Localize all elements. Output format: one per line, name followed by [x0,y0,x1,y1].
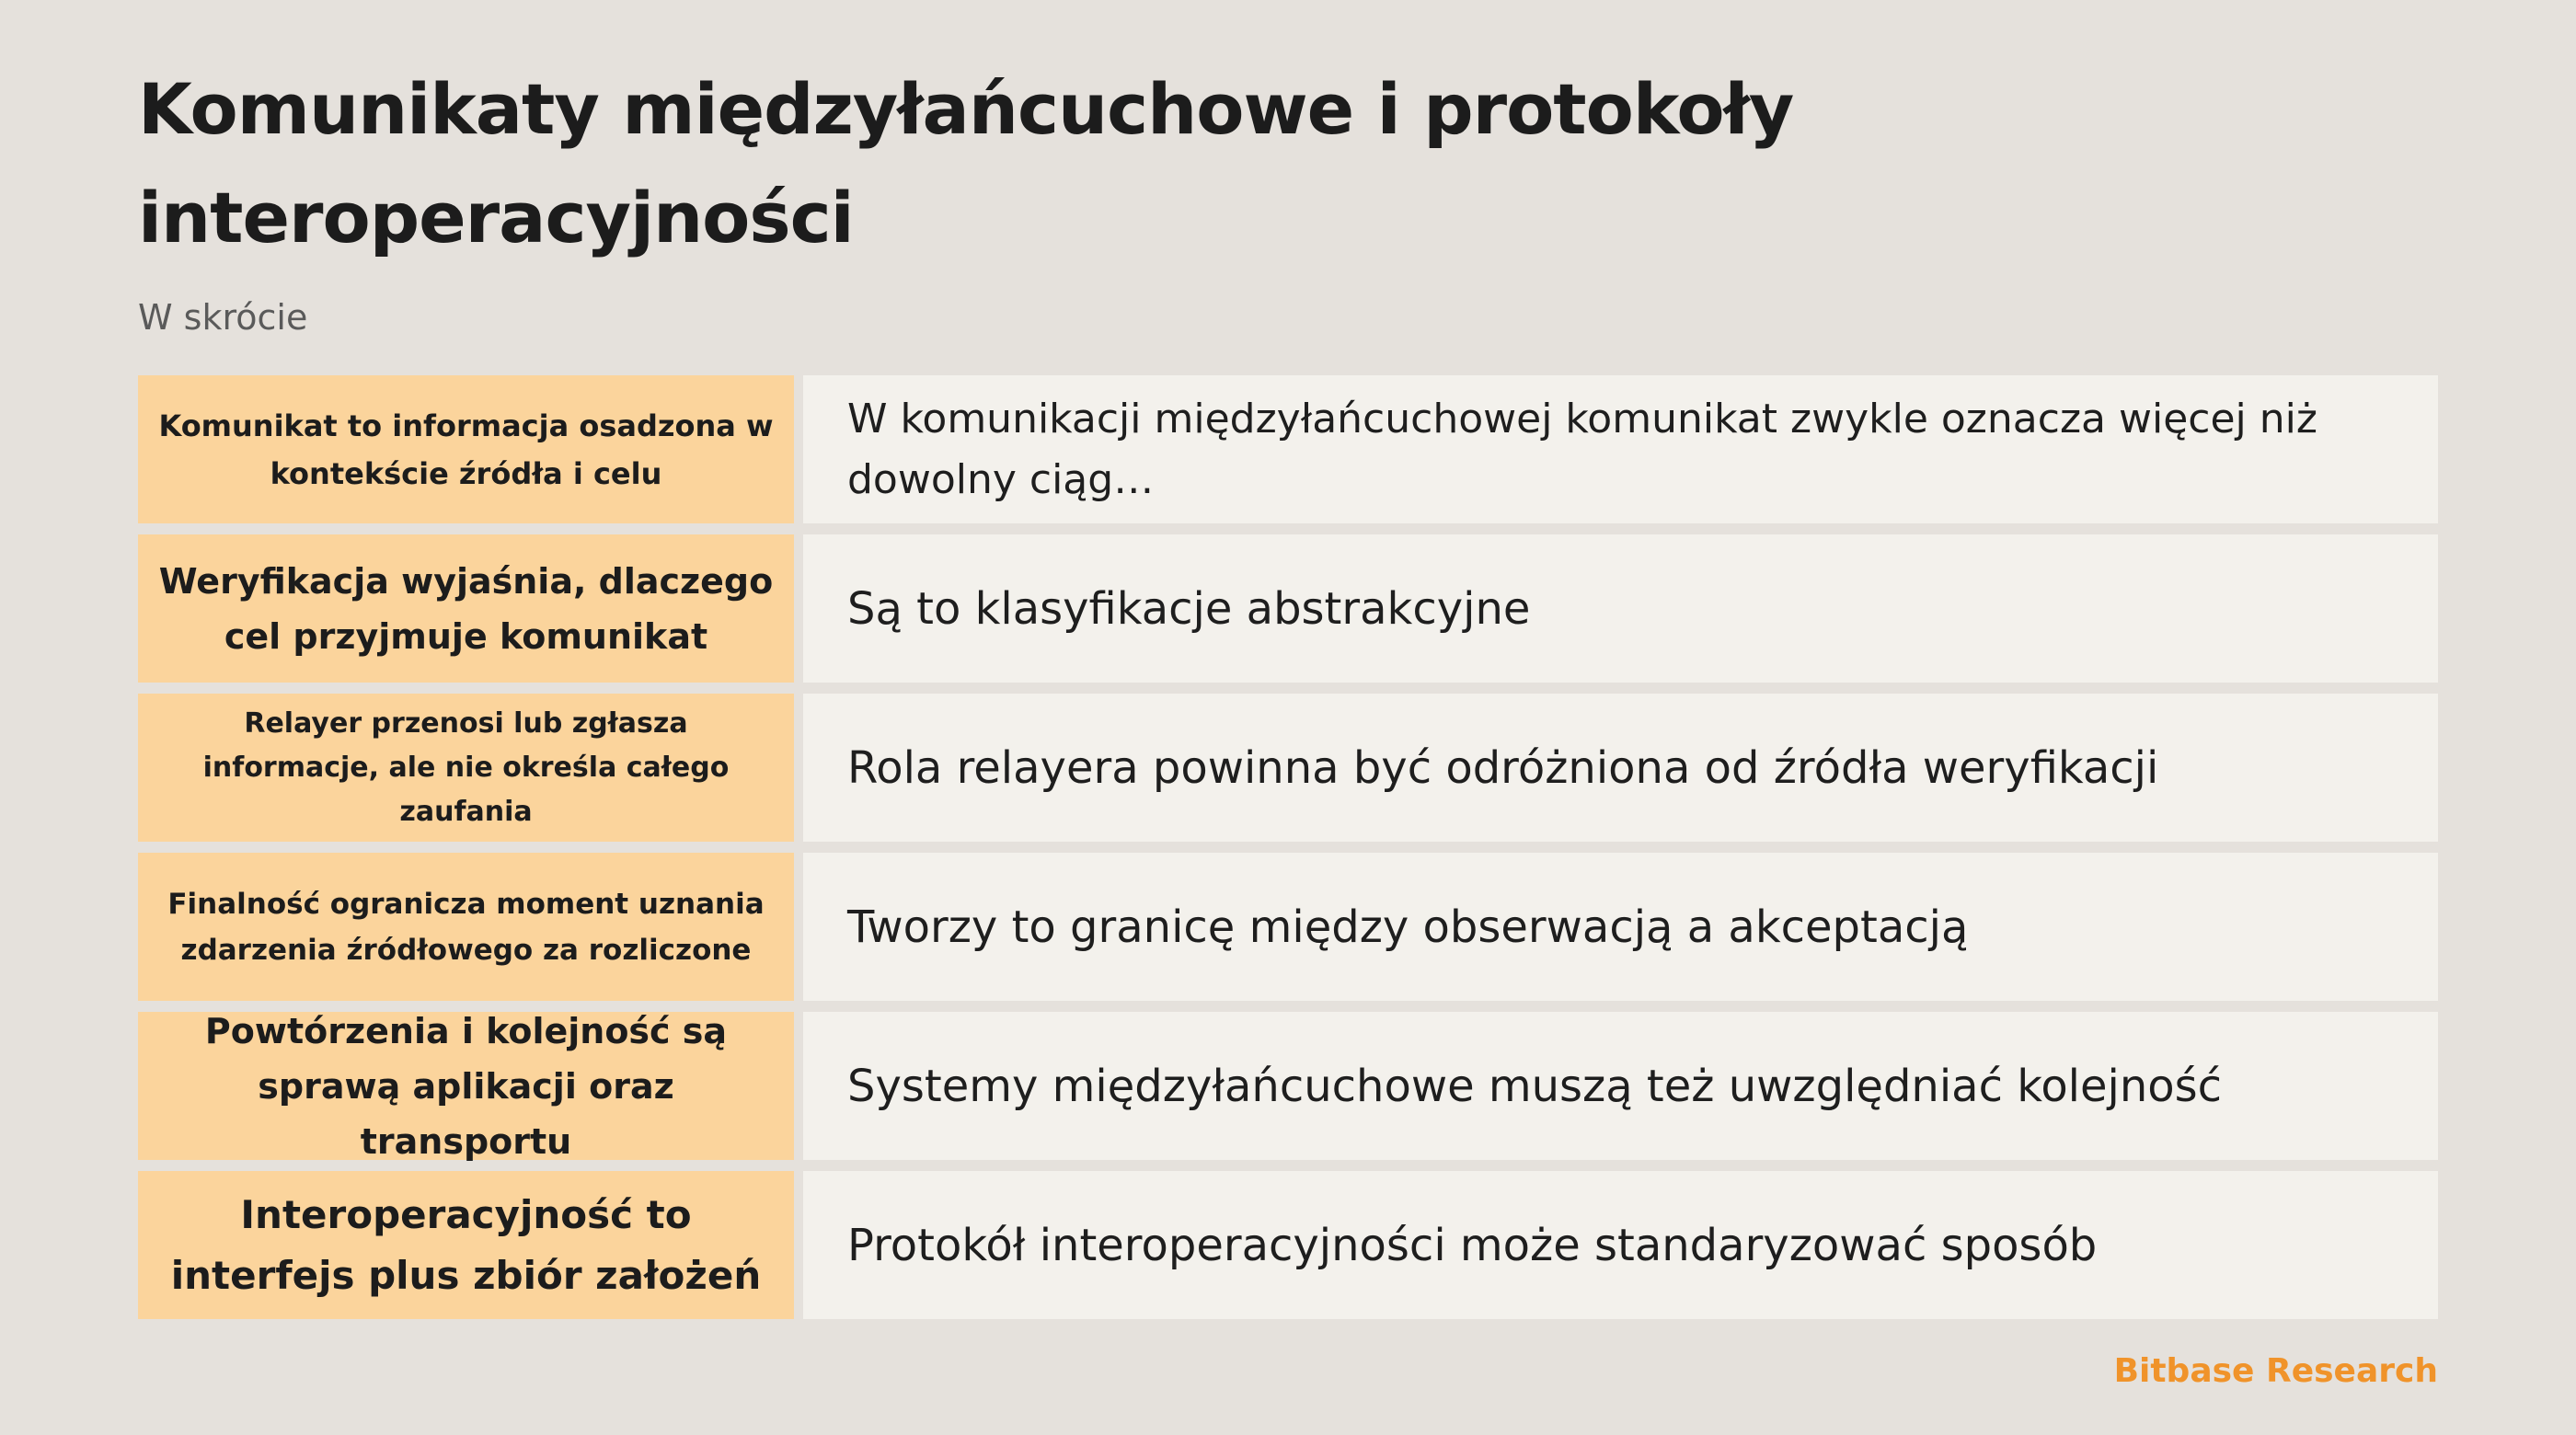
row-topic: Powtórzenia i kolejność są sprawą aplikacji oraz transportu [138,1012,794,1160]
row-description: Systemy międzyłańcuchowe muszą też uwzględniać kolejność [803,1012,2438,1160]
row-description: Protokół interoperacyjności może standaryzować sposób [803,1171,2438,1319]
row-topic: Komunikat to informacja osadzona w kontekście źródła i celu [138,375,794,523]
page-subtitle: W skrócie [138,297,308,338]
table-row [138,1171,2438,1319]
row-topic: Interoperacyjność to interfejs plus zbiór założeń [138,1171,794,1319]
summary-table [138,375,2438,1319]
header [138,55,2438,340]
table-row [138,694,2438,842]
row-topic: Finalność ogranicza moment uznania zdarzenia źródłowego za rozliczone [138,853,794,1001]
row-description: Tworzy to granicę między obserwacją a akceptacją [803,853,2438,1001]
row-topic: Weryfikacja wyjaśnia, dlaczego cel przyjmuje komunikat [138,534,794,683]
table-row [138,375,2438,523]
table-row [138,534,2438,683]
table-row [138,1012,2438,1160]
page-title: Komunikaty międzyłańcuchowe i protokoły interoperacyjności [138,68,1794,258]
row-description: W komunikacji międzyłańcuchowej komunikat zwykle oznacza więcej niż dowolny ciąg… [803,375,2438,523]
row-topic: Relayer przenosi lub zgłasza informacje, ale nie określa całego zaufania [138,694,794,842]
brand-label: Bitbase Research [2113,1352,2438,1390]
row-description: Rola relayera powinna być odróżniona od źródła weryfikacji [803,694,2438,842]
row-description: Są to klasyfikacje abstrakcyjne [803,534,2438,683]
table-row [138,853,2438,1001]
